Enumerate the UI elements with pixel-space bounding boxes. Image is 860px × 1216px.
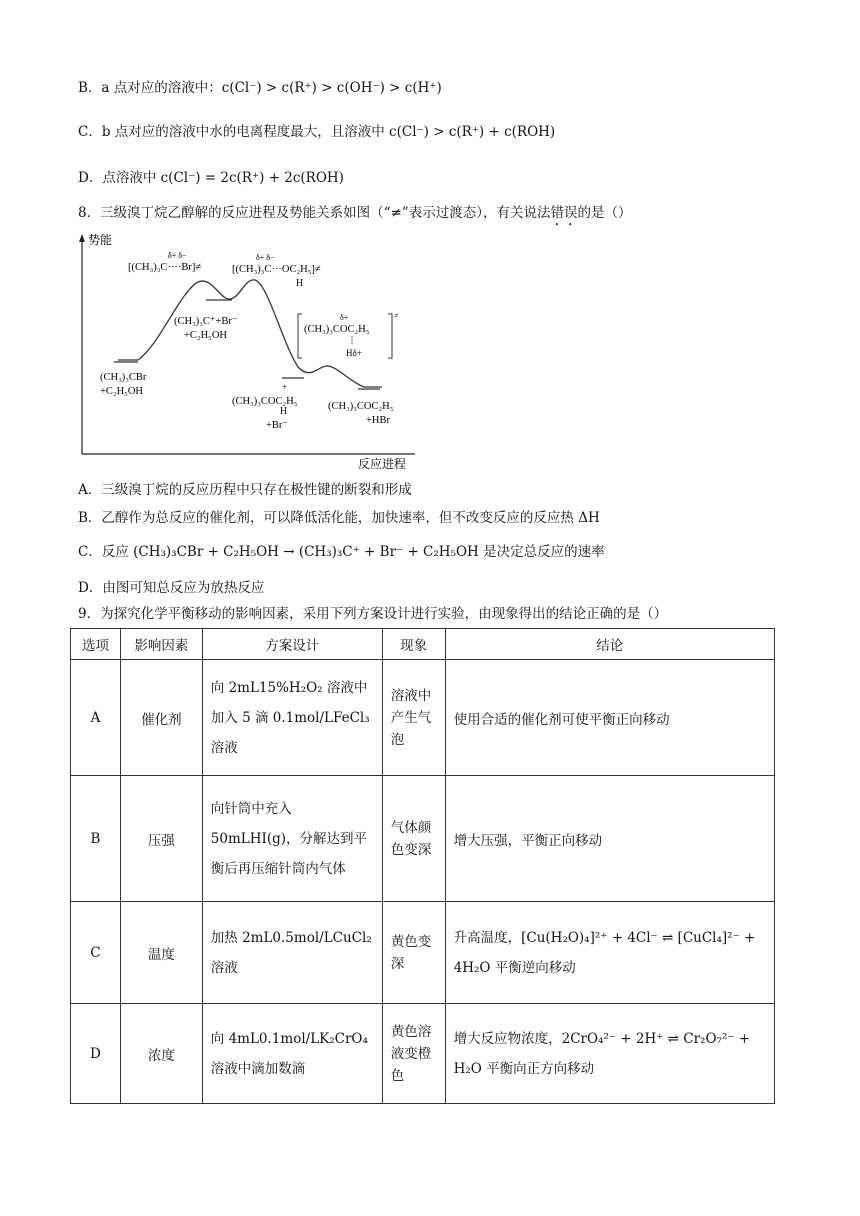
row-a-conclusion: 使用合适的催化剂可使平衡正向移动 (445, 660, 774, 776)
table-row (71, 902, 775, 1004)
header-option: 选项 (71, 629, 121, 660)
int2-plus: + (282, 382, 288, 392)
q7-option-d: D．点溶液中 c(Cl⁻) = 2c(R⁺) + 2c(ROH) (78, 170, 344, 186)
row-c-phenomenon: 黄色变深 (382, 902, 445, 1004)
table-row (71, 660, 775, 776)
q7-option-b: B．a 点对应的溶液中：c(Cl⁻) > c(R⁺) > c(OH⁻) > c(H⁺) (78, 80, 442, 96)
q8-stem (78, 203, 631, 229)
reactant-label-2: +C₂H₅OH (100, 386, 143, 397)
int2-br: +Br⁻ (266, 420, 288, 431)
header-design: 方案设计 (202, 629, 382, 660)
q7-option-c: C．b 点对应的溶液中水的电离程度最大，且溶液中 c(Cl⁻) > c(R⁺) + c(ROH) (78, 124, 556, 140)
energy-diagram (70, 232, 430, 472)
row-d-option: D (71, 1004, 121, 1104)
reactant-label-1: (CH₃)₃CBr (100, 372, 147, 383)
q9-stem: 9．为探究化学平衡移动的影响因素，采用下列方案设计进行实验，由现象得出的结论正确的是（） (78, 606, 668, 622)
ts3-label: (CH₃)₃COC₂H₅ (304, 324, 370, 335)
row-d-phenomenon: 黄色溶液变橙色 (382, 1004, 445, 1104)
row-c-design: 加热 2mL0.5mol/LCuCl₂ 溶液 (202, 902, 382, 1004)
int1-label-a: (CH₃)₃C⁺+Br⁻ (174, 316, 238, 327)
row-c-conclusion: 升高温度，[Cu(H₂O)₄]²⁺ + 4Cl⁻ ⇌ [CuCl₄]²⁻ + 4H₂O 平衡逆向移动 (445, 902, 774, 1004)
table-header-row (71, 629, 775, 660)
ts3-bracket-right (388, 314, 392, 358)
row-a-factor: 催化剂 (120, 660, 202, 776)
ts2-label: [(CH₃)₃C···OC₂H₅]≠ (232, 264, 321, 275)
q8-stem-emphasis: 错误 (550, 205, 578, 221)
header-phenomenon: 现象 (382, 629, 445, 660)
row-a-design: 向 2mL15%H₂O₂ 溶液中加入 5 滴 0.1mol/LFeCl₃ 溶液 (202, 660, 382, 776)
q8-option-d: D．由图可知总反应为放热反应 (78, 580, 265, 596)
row-b-option: B (71, 776, 121, 902)
x-axis-label: 反应进程 (358, 457, 407, 471)
product-label-2: +HBr (366, 415, 391, 426)
ts2-h: H (296, 278, 304, 289)
header-conclusion: 结论 (445, 629, 774, 660)
row-c-option: C (71, 902, 121, 1004)
y-axis-arrow (79, 234, 85, 242)
int2-label: (CH₃)₃COC₂H₅ (232, 396, 298, 407)
ts3-bracket-left (298, 314, 302, 358)
q8-option-a: A．三级溴丁烷的反应历程中只存在极性键的断裂和形成 (78, 482, 412, 498)
row-b-design: 向针筒中充入 50mLHI(g)，分解达到平衡后再压缩针筒内气体 (202, 776, 382, 902)
ts3-ts-mark: ≠ (394, 311, 399, 320)
q8-stem-start: 8．三级溴丁烷乙醇解的反应进程及势能关系如图（“≠”表示过渡态），有关说法 (78, 205, 551, 221)
row-d-factor: 浓度 (120, 1004, 202, 1104)
q8-option-b: B．乙醇作为总反应的催化剂，可以降低活化能，加快速率，但不改变反应的反应热 ΔH (78, 510, 600, 526)
row-c-factor: 温度 (120, 902, 202, 1004)
row-a-phenomenon: 溶液中产生气泡 (382, 660, 445, 776)
row-b-conclusion: 增大压强，平衡正向移动 (445, 776, 774, 902)
q8-option-c: C．反应 (CH₃)₃CBr + C₂H₅OH → (CH₃)₃C⁺ + Br⁻ + C₂H₅OH 是决定总反应的速率 (78, 544, 605, 560)
row-d-conclusion: 增大反应物浓度，2CrO₄²⁻ + 2H⁺ ⇌ Cr₂O₇²⁻ + H₂O 平衡向正方向移动 (445, 1004, 774, 1104)
table-row (71, 1004, 775, 1104)
ts1-label: [(CH₃)₃C····Br]≠ (128, 262, 202, 273)
product-label-1: (CH₃)₃COC₂H₅ (328, 401, 394, 412)
row-d-design: 向 4mL0.1mol/LK₂CrO₄ 溶液中滴加数滴 (202, 1004, 382, 1104)
int2-h: H (280, 406, 288, 417)
energy-diagram-svg (70, 232, 430, 472)
header-factor: 影响因素 (120, 629, 202, 660)
row-b-phenomenon: 气体颜色变深 (382, 776, 445, 902)
ts3-charge: δ+ (340, 313, 349, 322)
y-axis-label: 势能 (88, 233, 113, 247)
row-b-factor: 压强 (120, 776, 202, 902)
ts3-h: Hδ+ (346, 348, 362, 358)
table-row (71, 776, 775, 902)
q8-stem-end: 的是（） (577, 205, 632, 221)
experiment-table (70, 628, 775, 1104)
row-a-option: A (71, 660, 121, 776)
int1-label-b: +C₂H₅OH (184, 330, 227, 341)
ts2-charge: δ+ δ− (256, 253, 275, 262)
ts1-charge: δ+ δ− (168, 251, 187, 260)
